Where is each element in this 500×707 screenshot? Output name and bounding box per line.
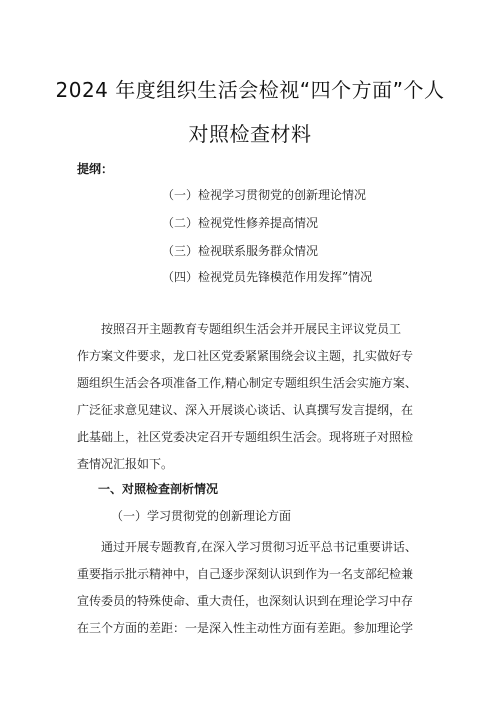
section-1-paragraph xyxy=(77,534,432,642)
section-1-heading: 一、对照检查剖析情况 xyxy=(98,482,219,496)
outline-item-2: （二）检视党性修养提高情况 xyxy=(162,216,319,230)
outline-label: 提纲： xyxy=(77,162,114,176)
section-1-paragraph-line: 通过开展专题教育,在深入学习贯彻习近平总书记重要讲话、 xyxy=(101,540,417,554)
document-title-line-2: 对照检查材料 xyxy=(188,122,312,146)
section-1-paragraph-line: 宣传委员的特殊使命、重大责任，也深刻认识到在理论学习中存 xyxy=(77,594,414,608)
intro-paragraph-line: 广泛征求意见建议、深入开展谈心谈话、认真撰写发言提纲，在 xyxy=(77,403,414,417)
outline-item-1: （一）检视学习贯彻党的创新理论情况 xyxy=(162,188,367,202)
intro-paragraph-line: 此基础上，社区党委决定召开专题组织生活会。现将班子对照检 xyxy=(77,430,414,444)
section-1-paragraph-line: 在三个方面的差距：一是深入性主动性方面有差距。参加理论学 xyxy=(77,621,414,635)
document-title-line-1: 2024 年度组织生活会检视“四个方面”个人 xyxy=(55,78,445,102)
section-1-paragraph-line: 重要指示批示精神中，自己逐步深刻认识到作为一名支部纪检兼 xyxy=(77,567,414,581)
intro-paragraph-line: 作方案文件要求，龙口社区党委紧紧围绕会议主题，扎实做好专 xyxy=(77,349,414,363)
outline-item-3: （三）检视联系服务群众情况 xyxy=(162,244,319,258)
section-1-subheading: （一）学习贯彻党的创新理论方面 xyxy=(111,509,292,523)
outline-item-4: （四）检视党员先锋模范作用发挥”情况 xyxy=(162,270,373,284)
intro-paragraph xyxy=(77,316,432,478)
intro-paragraph-line: 查情况汇报如下。 xyxy=(77,457,174,471)
intro-paragraph-line: 按照召开主题教育专题组织生活会并开展民主评议党员工 xyxy=(101,322,402,336)
intro-paragraph-line: 题组织生活会各项准备工作,精心制定专题组织生活会实施方案、 xyxy=(77,376,417,390)
